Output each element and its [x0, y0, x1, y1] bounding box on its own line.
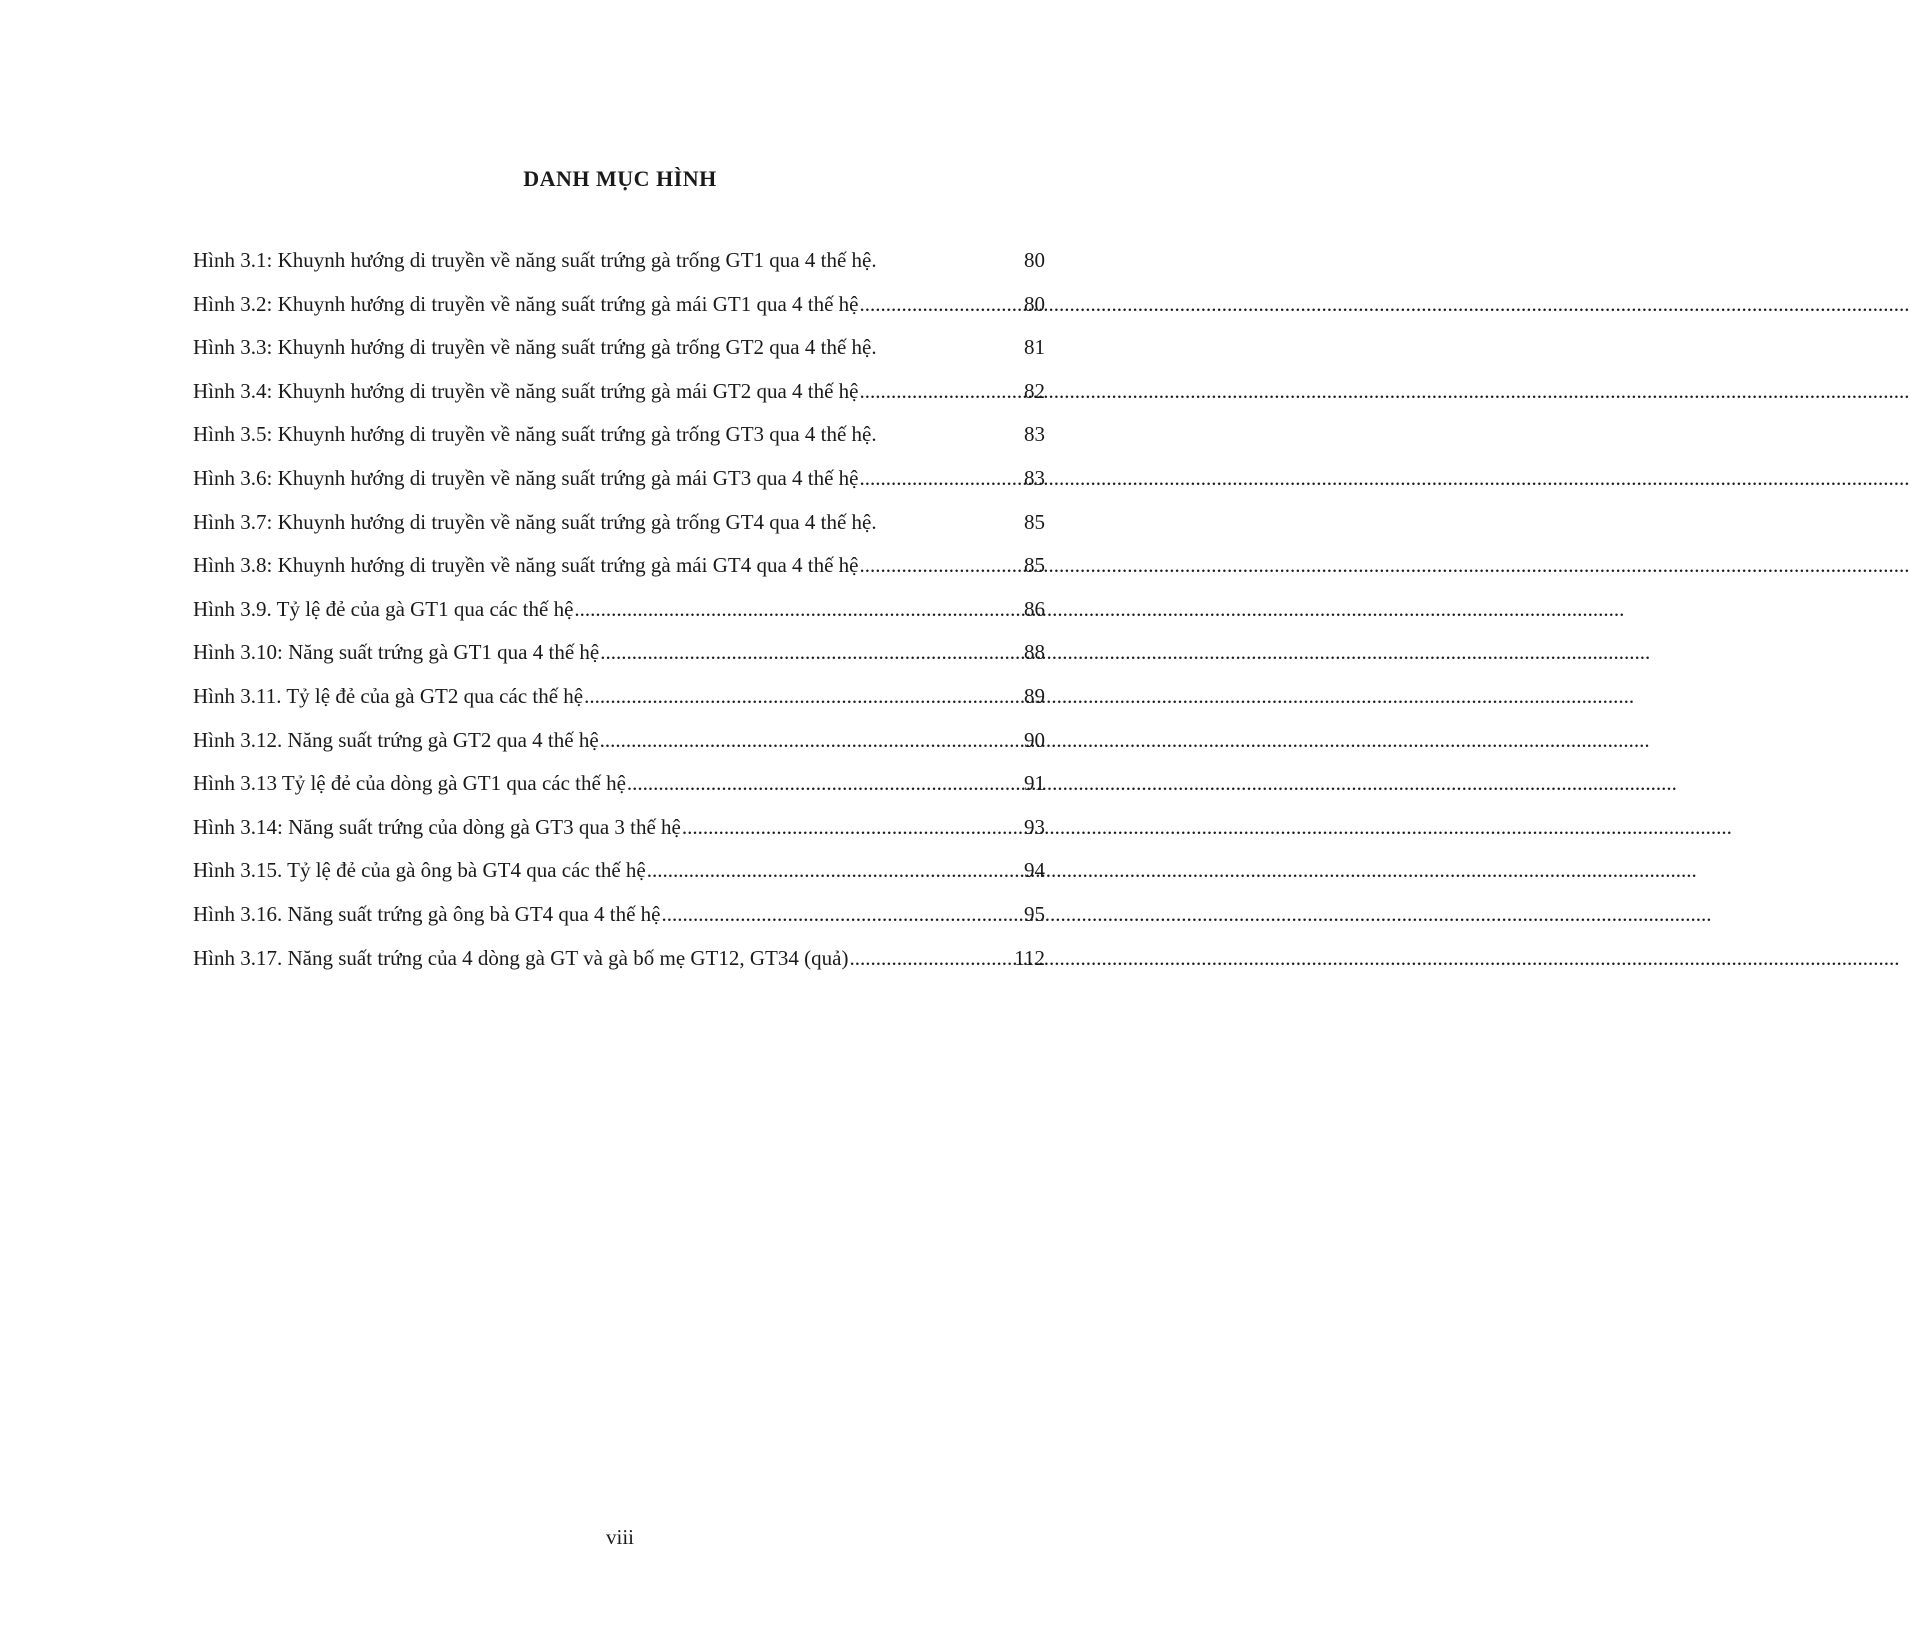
- figure-entry-label: Hình 3.3: Khuynh hướng di truyền về năng suất trứng gà trống GT2 qua 4 thế hệ.: [193, 335, 877, 360]
- page-title: DANH MỤC HÌNH: [523, 166, 717, 191]
- figure-entry-page-number: 82: [1024, 378, 1045, 403]
- dot-leader: [661, 899, 1023, 929]
- figure-entry-page-number: 85: [1024, 553, 1045, 578]
- figure-list-entry[interactable]: [193, 637, 1045, 681]
- figure-list-entry[interactable]: [193, 245, 1045, 289]
- figure-list-entry[interactable]: [193, 899, 1045, 943]
- figure-list-entry[interactable]: [193, 855, 1045, 899]
- figure-list-entry[interactable]: [193, 419, 1045, 463]
- dot-leader: [860, 376, 1024, 406]
- dot-leader: [849, 943, 1013, 973]
- figure-list-entry[interactable]: [193, 507, 1045, 551]
- figure-list-entry[interactable]: [193, 550, 1045, 594]
- figure-entry-page-number: 93: [1024, 814, 1045, 839]
- figure-entry-label: Hình 3.6: Khuynh hướng di truyền về năng suất trứng gà mái GT3 qua 4 thế hệ: [193, 465, 859, 490]
- figure-entry-label: Hình 3.17. Năng suất trứng của 4 dòng gà GT và gà bố mẹ GT12, GT34 (quả): [193, 945, 849, 970]
- dot-leader: [682, 812, 1023, 842]
- figure-entry-label: Hình 3.13 Tỷ lệ đẻ của dòng gà GT1 qua các thế hệ: [193, 771, 626, 796]
- figure-entry-label: Hình 3.5: Khuynh hướng di truyền về năng suất trứng gà trống GT3 qua 4 thế hệ.: [193, 422, 877, 447]
- dot-leader: [647, 855, 1023, 885]
- figure-list-entry[interactable]: [193, 943, 1045, 987]
- figure-entry-label: Hình 3.16. Năng suất trứng gà ông bà GT4 qua 4 thế hệ: [193, 901, 661, 926]
- figure-entry-label: Hình 3.11. Tỷ lệ đẻ của gà GT2 qua các thế hệ: [193, 683, 584, 708]
- figure-entry-page-number: 90: [1024, 727, 1045, 752]
- figure-entry-label: Hình 3.15. Tỷ lệ đẻ của gà ông bà GT4 qua các thế hệ: [193, 858, 646, 883]
- figure-entry-page-number: 89: [1024, 683, 1045, 708]
- figure-entry-label: Hình 3.14: Năng suất trứng của dòng gà GT3 qua 3 thế hệ: [193, 814, 681, 839]
- figure-list: [193, 245, 1045, 986]
- dot-leader: [574, 594, 1023, 624]
- figure-entry-label: Hình 3.4: Khuynh hướng di truyền về năng suất trứng gà mái GT2 qua 4 thế hệ: [193, 378, 859, 403]
- figure-entry-page-number: 80: [1024, 291, 1045, 316]
- figure-list-entry[interactable]: [193, 289, 1045, 333]
- figure-entry-label: Hình 3.8: Khuynh hướng di truyền về năng suất trứng gà mái GT4 qua 4 thế hệ: [193, 553, 859, 578]
- figure-list-entry[interactable]: [193, 768, 1045, 812]
- figure-entry-label: Hình 3.2: Khuynh hướng di truyền về năng suất trứng gà mái GT1 qua 4 thế hệ: [193, 291, 859, 316]
- figure-entry-label: Hình 3.1: Khuynh hướng di truyền về năng suất trứng gà trống GT1 qua 4 thế hệ.: [193, 248, 877, 272]
- page-number: viii: [605, 1525, 634, 1549]
- dot-leader: [627, 768, 1023, 798]
- figure-list-entry[interactable]: [193, 463, 1045, 507]
- figure-entry-label: Hình 3.7: Khuynh hướng di truyền về năng suất trứng gà trống GT4 qua 4 thế hệ.: [193, 509, 877, 534]
- figure-entry-page-number: 86: [1024, 596, 1045, 621]
- dot-leader: [860, 550, 1024, 580]
- figure-entry-page-number: 91: [1024, 771, 1045, 796]
- figure-entry-page-number: 112: [1014, 945, 1045, 970]
- figure-list-entry[interactable]: [193, 725, 1045, 769]
- dot-leader: [584, 681, 1023, 711]
- figure-entry-label: Hình 3.10: Năng suất trứng gà GT1 qua 4 thế hệ: [193, 640, 600, 665]
- dot-leader: [600, 637, 1023, 667]
- dot-leader: [860, 289, 1024, 319]
- figure-list-entry[interactable]: [193, 594, 1045, 638]
- figure-list-entry[interactable]: [193, 812, 1045, 856]
- figure-list-entry[interactable]: [193, 376, 1045, 420]
- dot-leader: [600, 725, 1023, 755]
- figure-entry-page-number: 88: [1024, 640, 1045, 665]
- figure-entry-page-number: 94: [1024, 858, 1045, 883]
- figure-entry-page-number: 83: [1024, 422, 1045, 447]
- figure-entry-page-number: 80: [1024, 248, 1045, 272]
- figure-entry-page-number: 83: [1024, 465, 1045, 490]
- figure-entry-page-number: 95: [1024, 901, 1045, 926]
- figure-entry-label: Hình 3.12. Năng suất trứng gà GT2 qua 4 thế hệ: [193, 727, 599, 752]
- figure-entry-label: Hình 3.9. Tỷ lệ đẻ của gà GT1 qua các thế hệ: [193, 596, 574, 621]
- figure-entry-page-number: 85: [1024, 509, 1045, 534]
- figure-entry-page-number: 81: [1024, 335, 1045, 360]
- figure-list-entry[interactable]: [193, 332, 1045, 376]
- dot-leader: [860, 463, 1024, 493]
- figure-list-entry[interactable]: [193, 681, 1045, 725]
